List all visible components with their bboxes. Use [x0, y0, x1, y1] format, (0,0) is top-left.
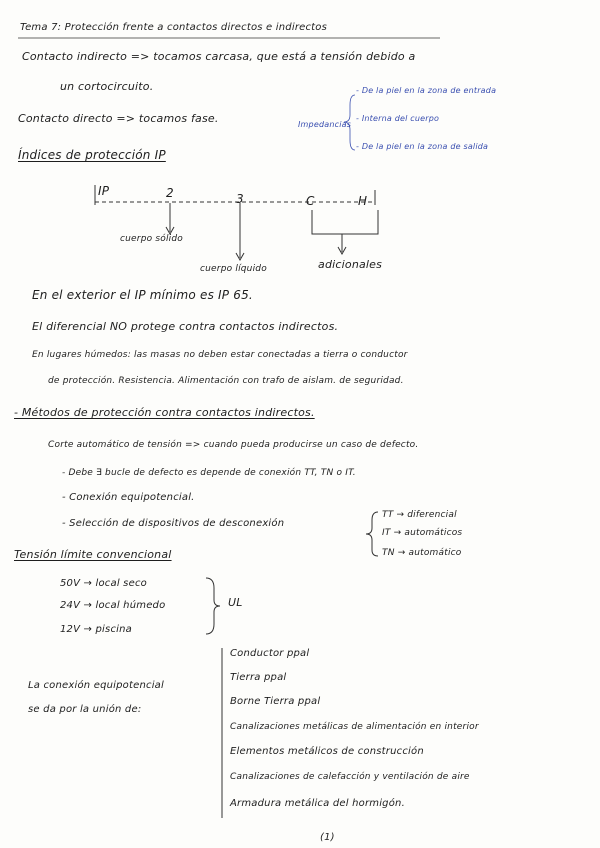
page-title: Tema 7: Protección frente a contactos directos e indirectos: [20, 22, 328, 33]
note-diferencial: El diferencial NO protege contra contactos indirectos.: [32, 320, 339, 333]
metodos-heading: - Métodos de protección contra contactos indirectos.: [14, 406, 315, 419]
equipotencial-item: Tierra ppal: [230, 672, 287, 683]
note-exterior: En el exterior el IP mínimo es IP 65.: [32, 288, 253, 302]
indirect-contact-line1: Contacto indirecto => tocamos carcasa, que está a tensión debido a: [22, 50, 416, 63]
impedancia-item: - Interna del cuerpo: [356, 114, 440, 123]
indirect-contact-line2: un cortocircuito.: [60, 80, 154, 93]
equipotencial-item: Canalizaciones de calefacción y ventilación de aire: [230, 772, 470, 782]
corte-item: - Conexión equipotencial.: [62, 492, 195, 503]
tension-item: 50V → local seco: [60, 578, 147, 589]
device-it: IT → automáticos: [382, 528, 463, 538]
ip-letter-h: H: [358, 194, 368, 208]
equipotencial-label-1: La conexión equipotencial: [28, 680, 164, 691]
corte-heading: Corte automático de tensión => cuando pueda producirse un caso de defecto.: [48, 440, 419, 450]
tension-ul: UL: [228, 596, 243, 609]
ip-digit-3: 3: [236, 192, 244, 206]
ip-letter-c: C: [306, 194, 315, 208]
impedancia-item: - De la piel en la zona de salida: [356, 142, 489, 151]
equipotencial-item: Canalizaciones metálicas de alimentación en interior: [230, 722, 479, 732]
equipotencial-item: Conductor ppal: [230, 648, 310, 659]
direct-contact: Contacto directo => tocamos fase.: [18, 112, 219, 125]
cuerpo-solido-label: cuerpo sólido: [120, 234, 183, 244]
device-tt: TT → diferencial: [382, 510, 457, 520]
device-tn: TN → automático: [382, 548, 462, 558]
adicionales-label: adicionales: [318, 258, 383, 271]
corte-item: - Selección de dispositivos de desconexión: [62, 518, 285, 529]
cuerpo-liquido-label: cuerpo líquido: [200, 264, 267, 274]
impedancia-item: - De la piel en la zona de entrada: [356, 86, 497, 95]
equipotencial-item: Borne Tierra ppal: [230, 696, 321, 707]
page-number: (1): [320, 832, 335, 843]
tension-item: 12V → piscina: [60, 624, 132, 635]
equipotencial-item: Armadura metálica del hormigón.: [230, 798, 405, 809]
impedancias-label: Impedancias: [298, 120, 352, 129]
tension-brace: [206, 578, 220, 634]
equipotencial-label-2: se da por la unión de:: [28, 704, 142, 715]
equipotencial-item: Elementos metálicos de construcción: [230, 746, 424, 757]
devices-brace: [366, 512, 378, 556]
tension-heading: Tensión límite convencional: [14, 548, 172, 561]
ip-heading: Índices de protección IP: [18, 148, 166, 162]
note-humedos-2: de protección. Resistencia. Alimentación con trafo de aislam. de seguridad.: [48, 376, 404, 386]
ip-digit-2: 2: [166, 186, 174, 200]
corte-item: - Debe ∃ bucle de defecto es depende de conexión TT, TN o IT.: [62, 468, 356, 478]
note-humedos-1: En lugares húmedos: las masas no deben estar conectadas a tierra o conductor: [32, 350, 408, 360]
ip-label: IP: [98, 184, 110, 198]
tension-item: 24V → local húmedo: [60, 600, 166, 611]
ch-bracket: [312, 210, 378, 234]
